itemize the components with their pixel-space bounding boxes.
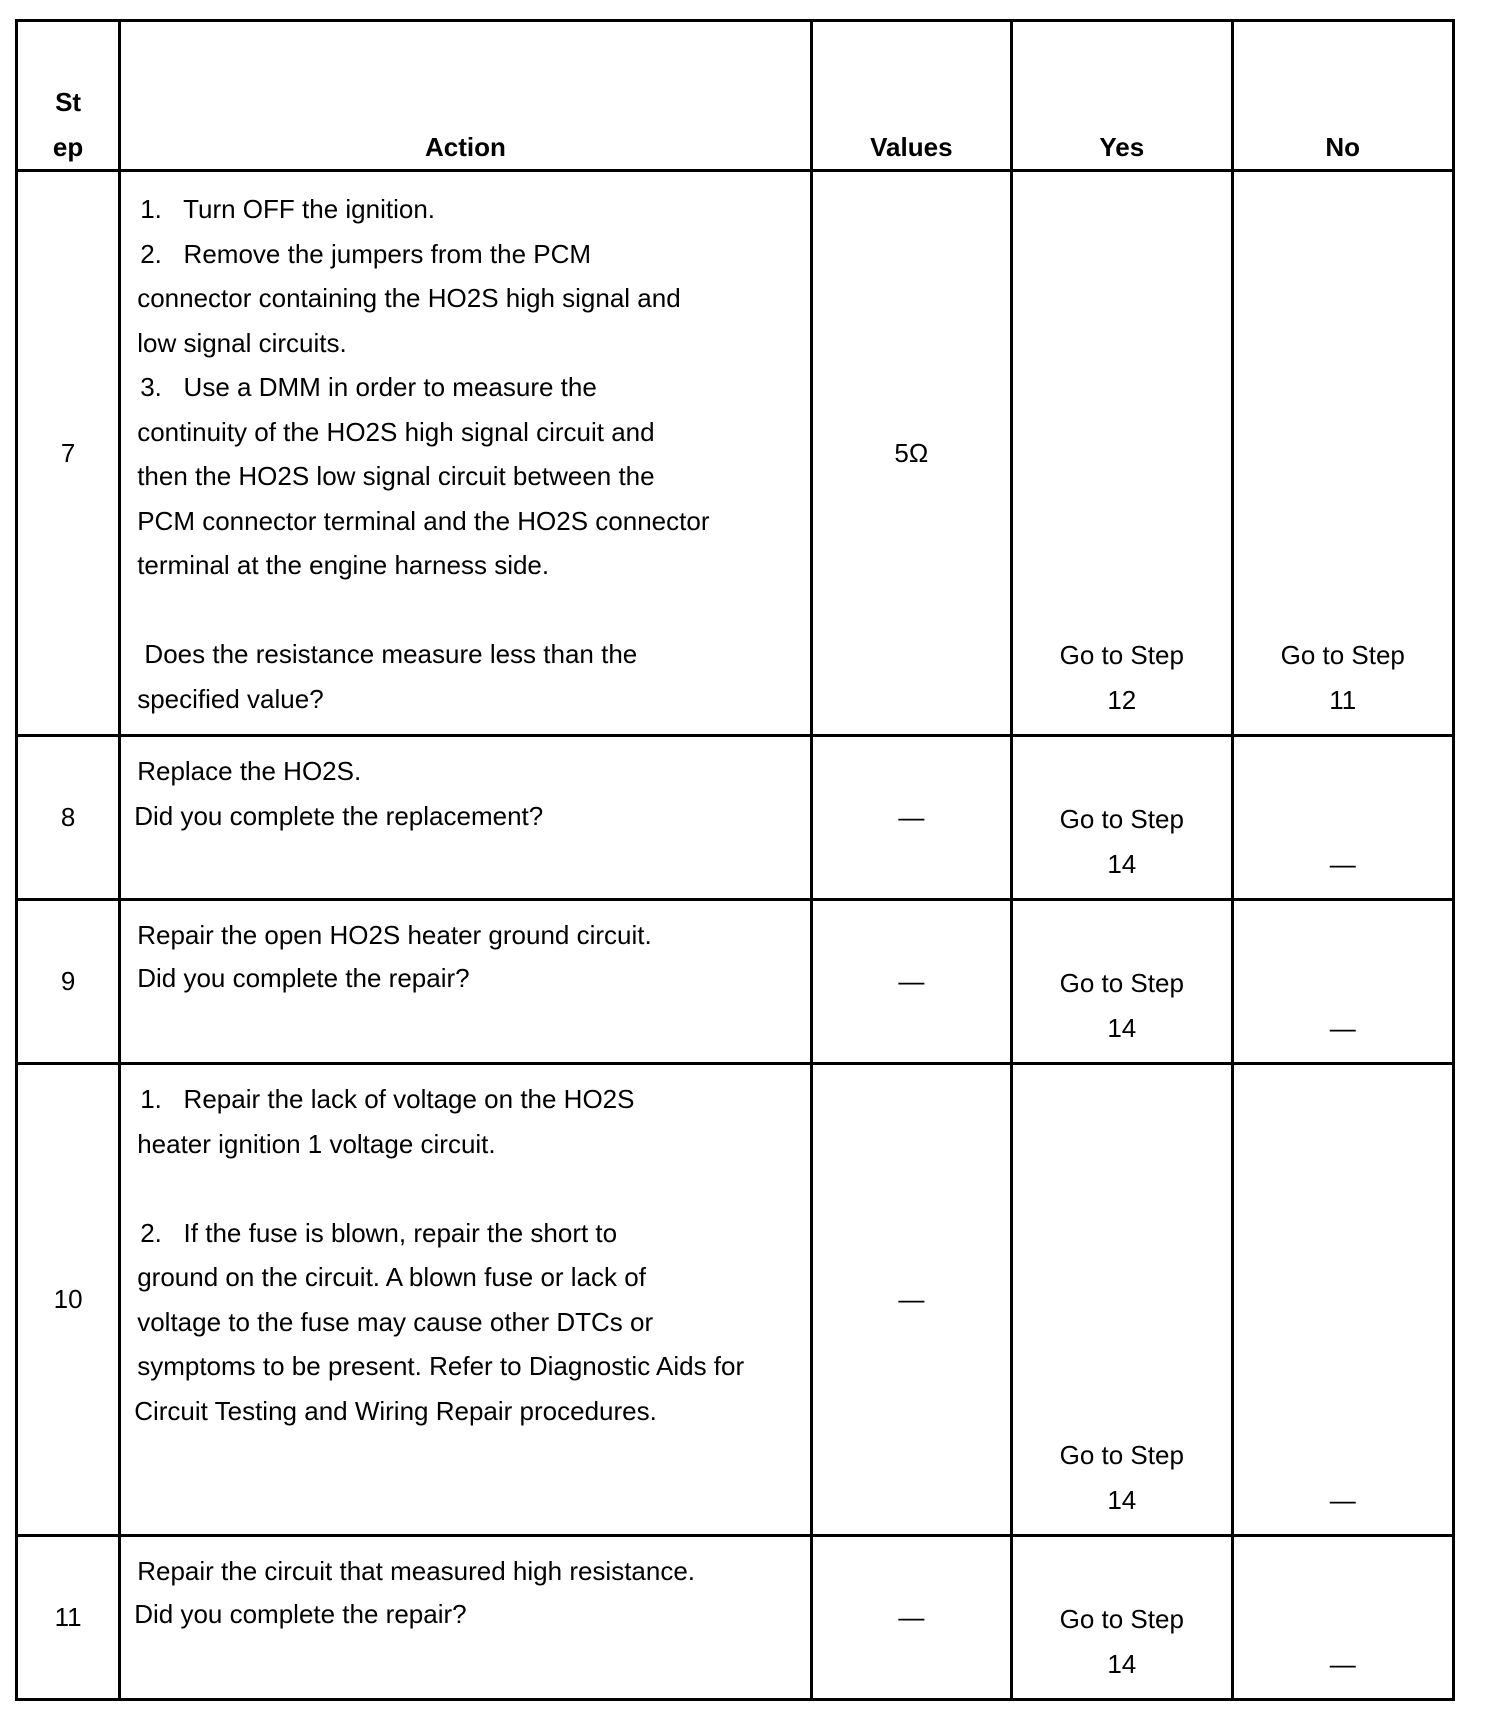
table-row	[17, 1064, 1454, 1536]
table-row	[17, 1536, 1454, 1700]
action-line: Repair the open HO2S heater ground circuit.	[137, 920, 652, 950]
action-line: 3. Use a DMM in order to measure the	[140, 372, 597, 402]
action-line: terminal at the engine harness side.	[137, 550, 550, 580]
value-cell: 5Ω	[811, 171, 1011, 736]
no-cell: —	[1232, 1536, 1454, 1700]
action-line: Repair the circuit that measured high resistance.	[137, 1556, 696, 1586]
value-cell: —	[811, 736, 1011, 900]
yes-cell: Go to Step 12	[1012, 171, 1232, 736]
yes-cell: Go to Step 14	[1012, 1536, 1232, 1700]
step-number: 7	[17, 171, 120, 736]
step-number: 8	[17, 736, 120, 900]
value-cell: —	[811, 900, 1011, 1064]
no-cell: —	[1232, 900, 1454, 1064]
action-cell	[120, 736, 811, 900]
step-header: St ep	[17, 21, 120, 171]
action-line: 1. Repair the lack of voltage on the HO2S	[140, 1084, 635, 1114]
action-cell	[120, 1536, 811, 1700]
step-number: 10	[17, 1064, 120, 1536]
header-row	[17, 21, 1454, 171]
action-line: PCM connector terminal and the HO2S connector	[137, 505, 710, 536]
action-line: Did you complete the repair?	[137, 962, 470, 993]
no-cell: —	[1232, 1064, 1454, 1536]
yes-header: Yes	[1012, 21, 1232, 171]
action-line: heater ignition 1 voltage circuit.	[137, 1128, 496, 1159]
question-line: specified value?	[137, 683, 324, 714]
value-cell: —	[811, 1536, 1011, 1700]
action-line: then the HO2S low signal circuit between the	[137, 461, 655, 491]
action-line: ground on the circuit. A blown fuse or lack of	[137, 1262, 646, 1292]
action-line: Did you complete the repair?	[134, 1598, 467, 1629]
value-cell: —	[811, 1064, 1011, 1536]
values-header: Values	[811, 21, 1011, 171]
step-number: 9	[17, 900, 120, 1064]
no-cell: —	[1232, 736, 1454, 900]
action-cell	[120, 900, 811, 1064]
yes-cell: Go to Step 14	[1012, 1064, 1232, 1536]
action-line: 2. If the fuse is blown, repair the short to	[140, 1217, 618, 1248]
action-line: Did you complete the replacement?	[134, 800, 544, 831]
table-row	[17, 900, 1454, 1064]
no-header: No	[1232, 21, 1454, 171]
no-cell: Go to Step 11	[1232, 171, 1454, 736]
action-cell	[120, 171, 811, 736]
table-row	[17, 736, 1454, 900]
action-line: Circuit Testing and Wiring Repair procedures.	[134, 1395, 657, 1426]
question-line: Does the resistance measure less than the	[137, 639, 638, 669]
action-cell	[120, 1064, 811, 1536]
action-line: symptoms to be present. Refer to Diagnostic Aids for	[137, 1351, 745, 1381]
action-line: connector containing the HO2S high signal and	[137, 283, 681, 313]
diagnostic-table	[15, 19, 1455, 1701]
yes-cell: Go to Step 14	[1012, 736, 1232, 900]
action-line: 1. Turn OFF the ignition.	[140, 194, 436, 224]
step-number: 11	[17, 1536, 120, 1700]
action-line: voltage to the fuse may cause other DTCs or	[137, 1306, 654, 1337]
table-row	[17, 171, 1454, 736]
action-line: 2. Remove the jumpers from the PCM	[140, 238, 592, 269]
action-line: low signal circuits.	[137, 327, 347, 358]
action-line: Replace the HO2S.	[137, 756, 362, 786]
action-line: continuity of the HO2S high signal circuit and	[137, 416, 655, 447]
yes-cell: Go to Step 14	[1012, 900, 1232, 1064]
action-header: Action	[120, 21, 811, 171]
